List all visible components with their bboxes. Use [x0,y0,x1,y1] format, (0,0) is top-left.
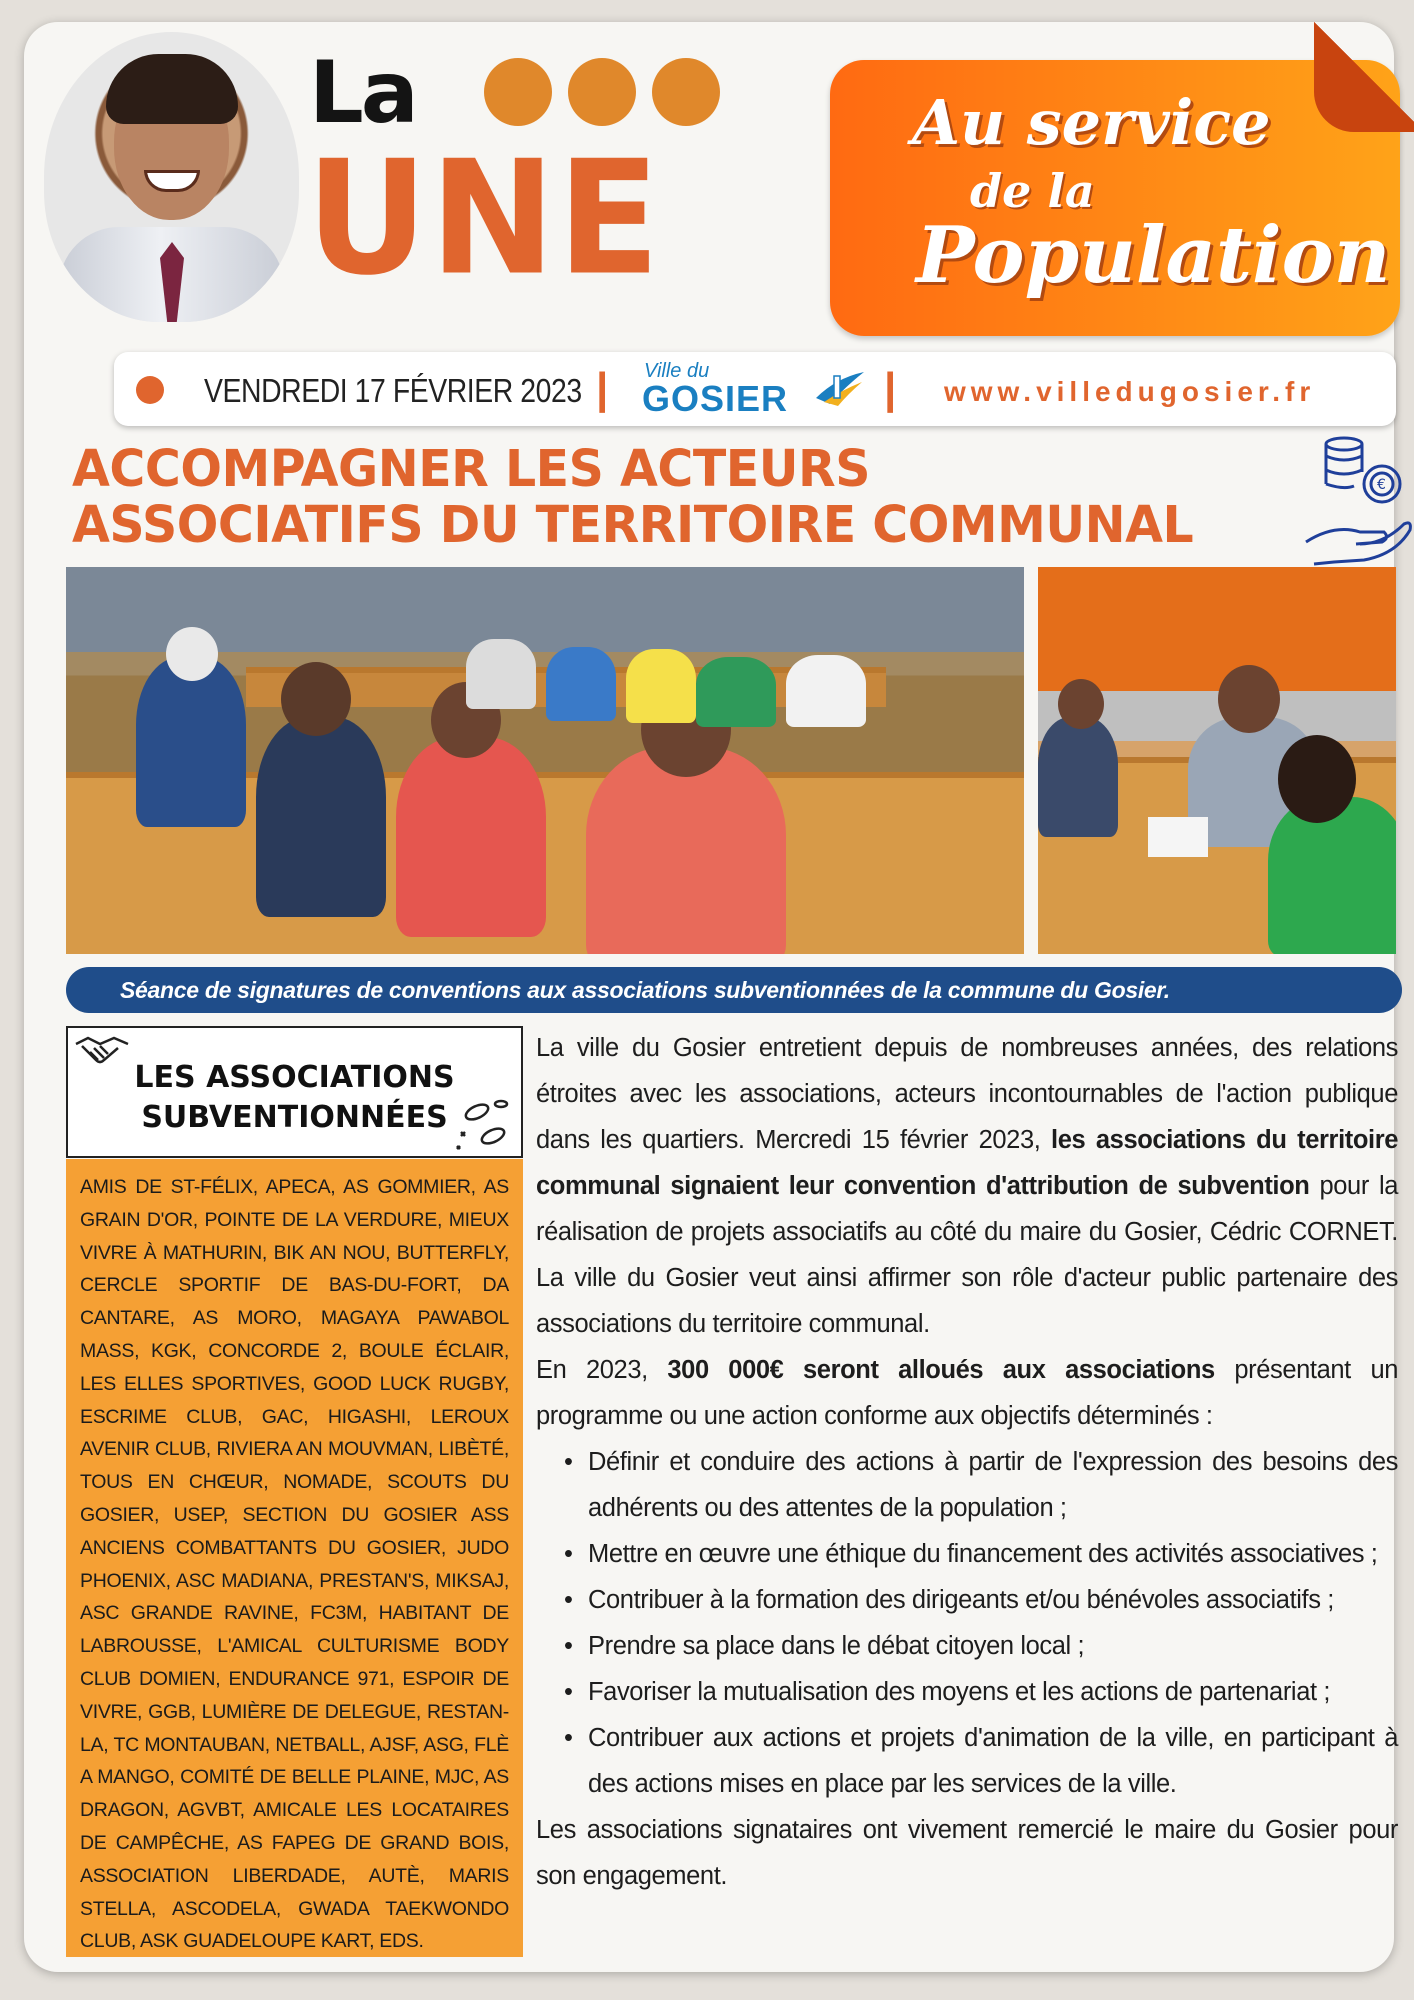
tagline-line2: de la [970,164,1095,218]
objective-item: • Mettre en œuvre une éthique du financement des activités associatives ; [570,1531,1398,1577]
orange-bullet-icon [136,376,164,404]
objective-item: • Prendre sa place dans le débat citoyen local ; [570,1623,1398,1669]
issue-date: VENDREDI 17 FÉVRIER 2023 [204,372,582,409]
meeting-photo-main [66,567,1024,954]
associations-list: AMIS DE ST-FÉLIX, APECA, AS GOMMIER, AS GRAIN D'OR, POINTE DE LA VERDURE, MIEUX VIVRE À MATHURIN, BIK AN NOU, BUTTERFLY, CERCLE SPORTIF DE BAS-DU-FORT, DA CANTARE, AS MORO, MAGAYA PAWABOL MASS, KGK, CONCORDE 2, BOULE ÉCLAIR, LES ELLES SPORTIVES, GOOD LUCK RUGBY, ESCRIME CLUB, GAC, HIGASHI, LEROUX AVENIR CLUB, RIVIERA AN MOUVMAN, LIBÈTÉ, TOUS EN CHŒUR, NOMADE, SCOUTS DU GOSIER, USEP, SECTION DU GOSIER ASS ANCIENS COMBATTANTS DU GOSIER, JUDO PHOENIX, ASC MADIANA, PRESTAN'S, MIKSAJ, ASC GRANDE RAVINE, FC3M, HABITANT DE LABROUSSE, L'AMICAL CULTURISME BODY CLUB DOMIEN, ENDURANCE 971, ESPOIR DE VIVRE, GGB, LUMIÈRE DE DELEGUE, RESTAN-LA, TC MONTAUBAN, NETBALL, AJSF, ASG, FLÈ A MANGO, COMITÉ DE BELLE PLAINE, MJC, AS DRAGON, AGVBT, AMICALE LES LOCATAIRES DE CAMPÊCHE, AS FAPEG DE GRAND BOIS, ASSOCIATION LIBERDADE, AUTÈ, MARIS STELLA, ASCODELA, GWADA TAEKWONDO CLUB, ASK GUADELOUPE KART, EDS. [66,1159,523,1957]
page-curl-icon [1314,22,1414,132]
separator-left: | [596,364,609,413]
ville-du-gosier-logo-mark [812,368,866,408]
mayor-portrait [44,32,299,322]
objectives-list [536,1439,1398,1807]
objective-item: • Contribuer aux actions et projets d'animation de la ville, en participant à des actions mises en place par les services de la ville. [570,1715,1398,1807]
masthead-dots [484,58,720,126]
coins-icon [453,1092,513,1154]
objective-item: • Contribuer à la formation des dirigeants et/ou bénévoles associatifs ; [570,1577,1398,1623]
article-paragraph-3: Les associations signataires ont vivement remercié le maire du Gosier pour son engagement. [536,1816,1398,1890]
newsletter-page [24,22,1399,1972]
logo-gosier: GOSIER [642,378,789,419]
objective-item: • Favoriser la mutualisation des moyens et les actions de partenariat ; [570,1669,1398,1715]
info-bar [114,352,1396,426]
objective-item: • Définir et conduire des actions à partir de l'expression des besoins des adhérents ou des attentes de la population ; [570,1439,1398,1531]
article-paragraph-1: La ville du Gosier entretient depuis de nombreuses années, des relations étroites avec les associations, acteurs incontournables de l'action publique dans les quartiers. Mercredi 15 février 2023, les associations du territoire communal signaient leur convention d'attribution de subvention pour la réalisation de projets associatifs au côté du maire du Gosier, Cédric CORNET. La ville du Gosier veut ainsi affirmer son rôle d'acteur public partenaire des associations du territoire communal. [536,1034,1399,1338]
article-paragraph-2: En 2023, 300 000€ seront alloués aux associations présentant un programme ou une action conforme aux objectifs déterminés : [536,1356,1399,1430]
associations-title-line1: LES ASSOCIATIONS [134,1060,455,1095]
photo-caption: Séance de signatures de conventions aux associations subventionnées de la commune du Gosier. [66,967,1402,1013]
logo-ville-du: Ville du [644,360,710,382]
tagline-banner [830,60,1400,336]
tagline-line3: Population [916,210,1391,301]
masthead-une: UNE [306,127,662,311]
headline-line1: ACCOMPAGNER LES ACTEURS [72,440,871,499]
meeting-photo-signing [1038,567,1396,954]
page-title [72,442,1193,554]
website-url[interactable]: www.villedugosier.fr [944,376,1316,407]
associations-title-line2: SUBVENTIONNÉES [141,1100,448,1135]
tagline-line1: Au service [912,86,1271,159]
headline-line2: ASSOCIATIFS DU TERRITOIRE COMMUNAL [72,496,1194,555]
money-hand-icon [1304,432,1414,572]
masthead-la: La [309,43,416,143]
article-body [536,1025,1398,1899]
separator-right: | [884,364,897,413]
associations-heading-box [66,1026,523,1158]
svg-text:€: € [1377,477,1386,493]
